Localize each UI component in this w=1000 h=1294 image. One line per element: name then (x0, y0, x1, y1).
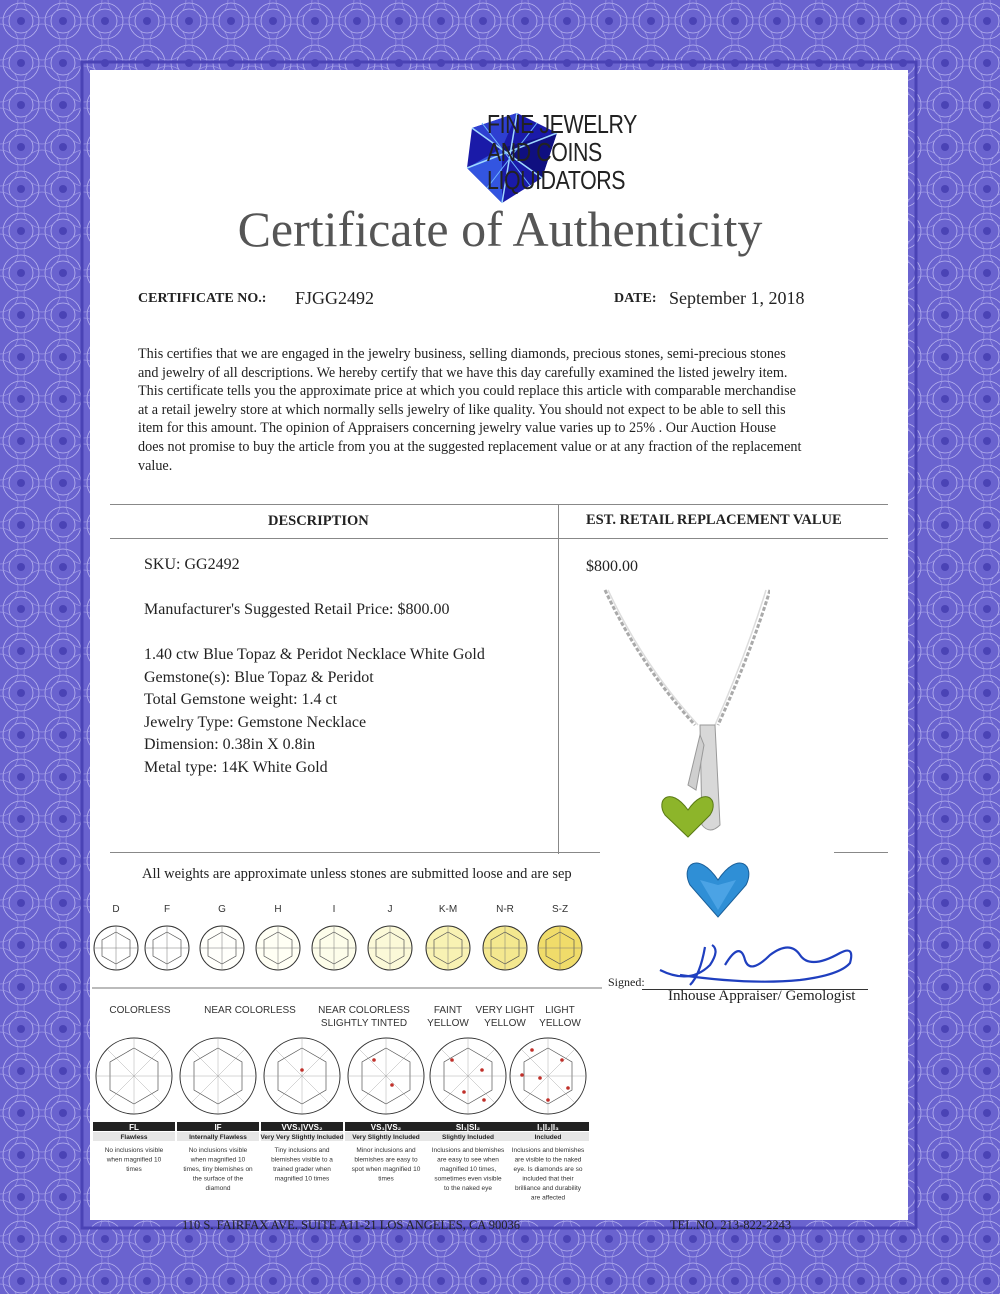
clarity-description: times, tiny blemishes on (183, 1166, 253, 1173)
color-grade-diamond-icon (368, 926, 412, 970)
clarity-name: Very Very Slightly Included (260, 1134, 344, 1141)
clarity-diamond-icon (96, 1038, 172, 1114)
color-group-label: FAINT (433, 1005, 463, 1016)
clarity-diamond-icon (264, 1038, 340, 1114)
color-grade-diamond-icon (483, 926, 527, 970)
description-header: DESCRIPTION (268, 513, 369, 529)
footer-address: 110 S. FAIRFAX AVE. SUITE A11-21 LOS ANGELES, CA 90036 (182, 1218, 520, 1232)
company-name: FINE JEWELRY AND COINS LIQUIDATORS (487, 109, 637, 195)
clarity-diamond-icon (180, 1038, 256, 1114)
clarity-description: Inclusions and blemishes (431, 1147, 505, 1154)
color-grade-diamond-icon (94, 926, 138, 970)
color-grade-label: G (218, 904, 226, 915)
msrp: Manufacturer's Suggested Retail Price: $800.00 (144, 601, 450, 618)
clarity-description: sometimes even visible (434, 1175, 502, 1183)
clarity-diamond-icon (348, 1038, 424, 1114)
color-group-label: NEAR COLORLESS (318, 1005, 410, 1016)
clarity-description: diamond (205, 1185, 231, 1192)
date-value: September 1, 2018 (669, 288, 805, 308)
clarity-diamond-icon (430, 1038, 506, 1114)
color-grade-label: D (112, 904, 120, 915)
weights-note: All weights are approximate unless stones are submitted loose and are sep (142, 866, 572, 882)
color-grade-diamond-icon (538, 926, 582, 970)
clarity-grade: VS₁|VS₂ (370, 1123, 402, 1132)
color-grade-label: S-Z (551, 904, 569, 915)
clarity-description: Minor inclusions and (356, 1147, 416, 1154)
clarity-grade: FL (129, 1123, 139, 1132)
signed-label: Signed: (608, 975, 645, 989)
clarity-description: blemishes visible to a (271, 1156, 333, 1164)
necklace-image (600, 585, 770, 945)
color-grade-label: I (332, 904, 336, 915)
page-title: Certificate of Authenticity (237, 201, 763, 257)
clarity-description: when magnified 10 (106, 1156, 162, 1164)
color-group-label: SLIGHTLY TINTED (320, 1018, 408, 1029)
clarity-description: the surface of the (192, 1175, 244, 1183)
clarity-description: to the naked eye (443, 1185, 493, 1192)
color-grade-diamond-icon (145, 926, 189, 970)
sku: SKU: GG2492 (144, 556, 240, 573)
color-grade-label: F (163, 904, 171, 915)
clarity-description: brilliance and durability (514, 1185, 582, 1192)
clarity-grade: VVS₁|VVS₂ (281, 1123, 323, 1132)
clarity-description: blemishes are easy to (354, 1156, 418, 1164)
diamond-clarity-scale (92, 1030, 602, 1215)
color-grade-diamond-icon (312, 926, 356, 970)
color-group-label: COLORLESS (109, 1005, 171, 1016)
diamond-color-scale (92, 898, 602, 1038)
clarity-description: times (378, 1175, 394, 1183)
value-header: EST. RETAIL REPLACEMENT VALUE (586, 512, 842, 528)
clarity-description: No inclusions visible (104, 1147, 164, 1154)
color-grade-diamond-icon (200, 926, 244, 970)
clarity-description: are visible to the naked (514, 1156, 582, 1164)
color-group-label: YELLOW (539, 1018, 581, 1029)
clarity-diamond-icon (510, 1038, 586, 1114)
clarity-description: Inclusions and blemishes (511, 1147, 585, 1154)
clarity-description: spot when magnified 10 (351, 1166, 421, 1173)
color-group-label: YELLOW (484, 1018, 526, 1029)
clarity-grade: SI₁|SI₂ (455, 1123, 481, 1132)
clarity-name: Flawless (120, 1134, 148, 1141)
clarity-description: No inclusions visible (188, 1147, 248, 1154)
clarity-description: are easy to see when (437, 1156, 499, 1164)
table-top-rule (110, 504, 888, 505)
table-divider (558, 504, 559, 854)
clarity-grade: I₁|I₂|I₃ (537, 1123, 559, 1132)
item-details: 1.40 ctw Blue Topaz & Peridot Necklace White Gold Gemstone(s): Blue Topaz & Peridot Total Gemstone weight: 1.4 ct Jewelry Type: Gemstone Necklace Dimension: 0.38in X 0.8in Metal type: 14K White Gold (144, 646, 485, 776)
color-group-label: LIGHT (545, 1005, 575, 1016)
table-bottom-rule (110, 852, 600, 853)
clarity-description: are affected (530, 1194, 566, 1202)
certificate-number: FJGG2492 (295, 288, 375, 308)
color-grade-diamond-icon (426, 926, 470, 970)
clarity-name: Slightly Included (441, 1134, 495, 1141)
clarity-description: magnified 10 times, (439, 1166, 497, 1173)
clarity-description: eye. Is diamonds are so (513, 1166, 583, 1173)
color-grade-label: N-R (496, 904, 514, 915)
certification-statement: This certifies that we are engaged in the jewelry business, selling diamonds, precious stones, semi-precious stones and jewelry of all descriptions. We hereby certify that we have this day carefully examined the listed jewelry item. This certificate tells you the approximate price at which you could replace this article with comparable merchandise at a retail jewelry store at which normally sells jewelry of like quality. You should not expect to be able to sell this item for this amount. The opinion of Appraisers concerning jewelry value varies up to 25% . Our Auction House does not promise to buy the article from you at the suggested replacement value or at any fraction of the replacement value. (138, 346, 802, 474)
color-group-label: VERY LIGHT (475, 1005, 535, 1016)
replacement-value: $800.00 (586, 558, 638, 575)
clarity-description: magnified 10 times (274, 1175, 330, 1183)
clarity-description: trained grader when (273, 1166, 331, 1173)
footer-phone: TEL.NO. 213-822-2243 (670, 1218, 792, 1232)
color-grade-label: J (387, 904, 393, 915)
clarity-grade: IF (214, 1123, 222, 1132)
date-label: DATE: (614, 291, 657, 306)
clarity-description: times (126, 1166, 142, 1173)
table-header-rule (110, 538, 888, 539)
color-group-label: YELLOW (427, 1018, 469, 1029)
handwritten-signature (650, 935, 870, 990)
clarity-description: when magnified 10 (190, 1156, 246, 1164)
color-grade-label: K-M (438, 904, 458, 915)
color-grade-label: H (274, 904, 282, 915)
appraiser-title: Inhouse Appraiser/ Gemologist (668, 988, 856, 1004)
clarity-name: Included (534, 1134, 562, 1141)
certificate-number-label: CERTIFICATE NO.: (138, 291, 267, 306)
clarity-name: Internally Flawless (189, 1134, 247, 1141)
clarity-name: Very Slightly Included (352, 1134, 420, 1141)
clarity-description: Tiny inclusions and (274, 1147, 330, 1154)
clarity-description: included that their (522, 1175, 574, 1183)
color-group-label: NEAR COLORLESS (204, 1005, 296, 1016)
color-grade-diamond-icon (256, 926, 300, 970)
table-bottom-rule-right (834, 852, 888, 853)
